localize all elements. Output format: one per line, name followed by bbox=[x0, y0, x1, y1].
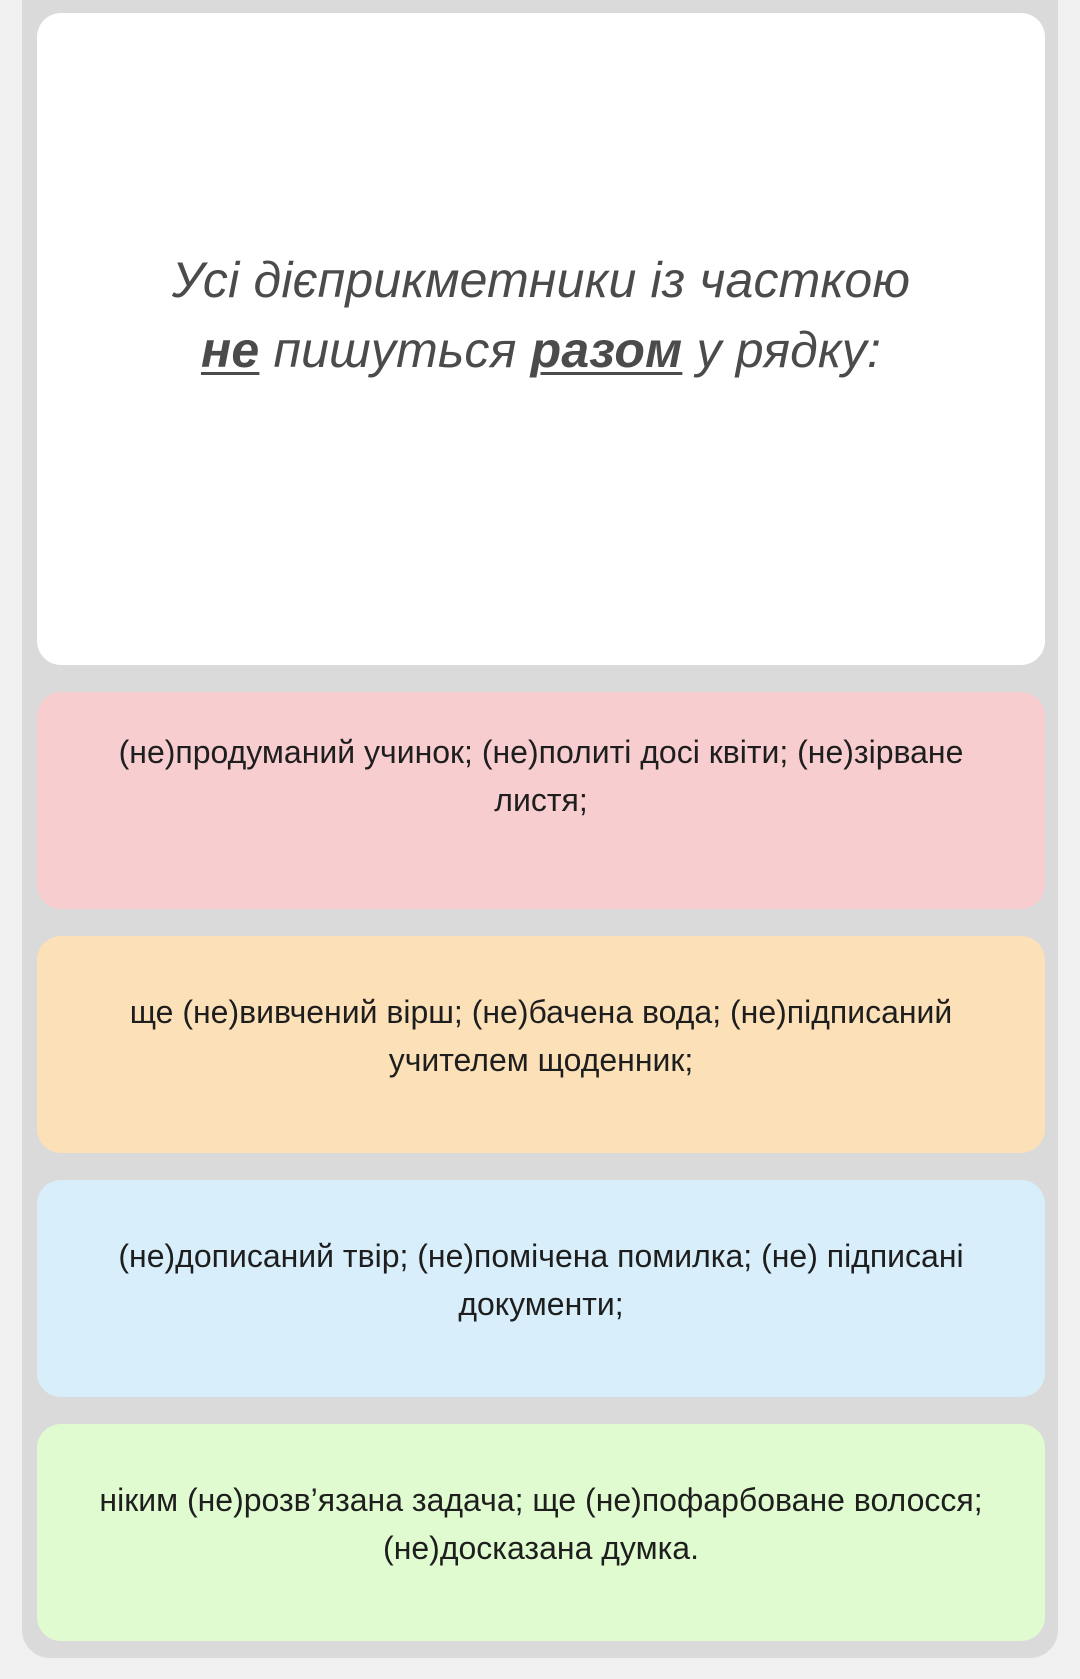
answer-option-1[interactable] bbox=[37, 692, 1045, 909]
answer-option-4[interactable] bbox=[37, 1424, 1045, 1641]
answer-option-3[interactable] bbox=[37, 1180, 1045, 1397]
question-emphasis-razom: разом bbox=[530, 322, 683, 378]
answer-option-2-text: ще (не)вивчений вірш; (не)бачена вода; (не)підписаний учителем щоденник; bbox=[129, 994, 953, 1078]
question-part-3: у рядку: bbox=[682, 322, 882, 378]
answer-option-2[interactable] bbox=[37, 936, 1045, 1153]
question-card bbox=[37, 13, 1045, 665]
answer-option-3-text: (не)дописаний твір; (не)помічена помилка; (не) підписані документи; bbox=[118, 1238, 964, 1322]
answer-option-1-text: (не)продуманий учинок; (не)политі досі квіти; (не)зірване листя; bbox=[118, 734, 964, 818]
question-emphasis-ne: не bbox=[200, 322, 260, 378]
question-part-1: Усі дієприкметники із часткою bbox=[171, 252, 911, 308]
question-part-2: пишуться bbox=[259, 322, 531, 378]
question-text bbox=[137, 245, 945, 385]
answer-option-4-text: ніким (не)розв’язана задача; ще (не)пофарбоване волосся; (не)досказана думка. bbox=[99, 1482, 983, 1566]
